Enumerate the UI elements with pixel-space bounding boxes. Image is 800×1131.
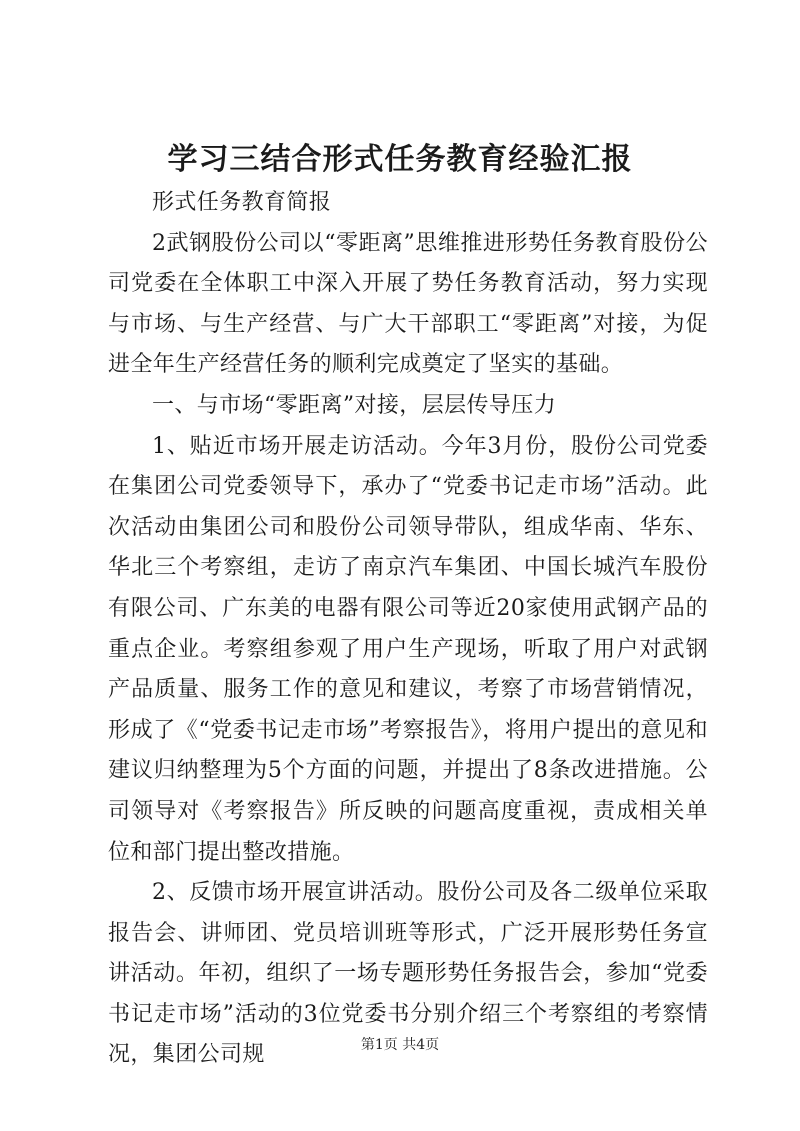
paragraph-subtitle: 形式任务教育简报: [152, 190, 332, 215]
document-title: 学习三结合形式任务教育经验汇报: [167, 142, 633, 177]
document-body: [108, 183, 708, 1076]
section-heading: 一、与市场“零距离”对接，层层传导压力: [152, 392, 557, 418]
page-number-footer: 第1页 共4页: [360, 1037, 440, 1053]
paragraph-intro: 2武钢股份公司以“零距离”思维推进形势任务教育股份公司党委在全体职工中深入开展了势任务教育活动，努力实现与市场、与生产经营、与广大干部职工“零距离”对接，为促进全年生产经营任务的顺利完成奠定了坚实的基础。: [108, 230, 708, 378]
paragraph-item-2: 2、反馈市场开展宣讲活动。股份公司及各二级单位采取报告会、讲师团、党员培训班等形式，广泛开展形势任务宣讲活动。年初，组织了一场专题形势任务报告会，参加“党委书记走市场”活动的3位党委书分别介绍三个考察组的考察情况，集团公司规: [108, 880, 708, 1068]
paragraph-item-1: 1、贴近市场开展走访活动。今年3月份，股份公司党委在集团公司党委领导下，承办了“党委书记走市场”活动。此次活动由集团公司和股份公司领导带队，组成华南、华东、华北三个考察组，走访了南京汽车集团、中国长城汽车股份有限公司、广东美的电器有限公司等近20家使用武钢产品的重点企业。考察组参观了用户生产现场，听取了用户对武钢产品质量、服务工作的意见和建议，考察了市场营销情况，形成了《“党委书记走市场”考察报告》，将用户提出的意见和建议归纳整理为5个方面的问题，并提出了8条改进措施。公司领导对《考察报告》所反映的问题高度重视，责成相关单位和部门提出整改措施。: [108, 433, 708, 865]
